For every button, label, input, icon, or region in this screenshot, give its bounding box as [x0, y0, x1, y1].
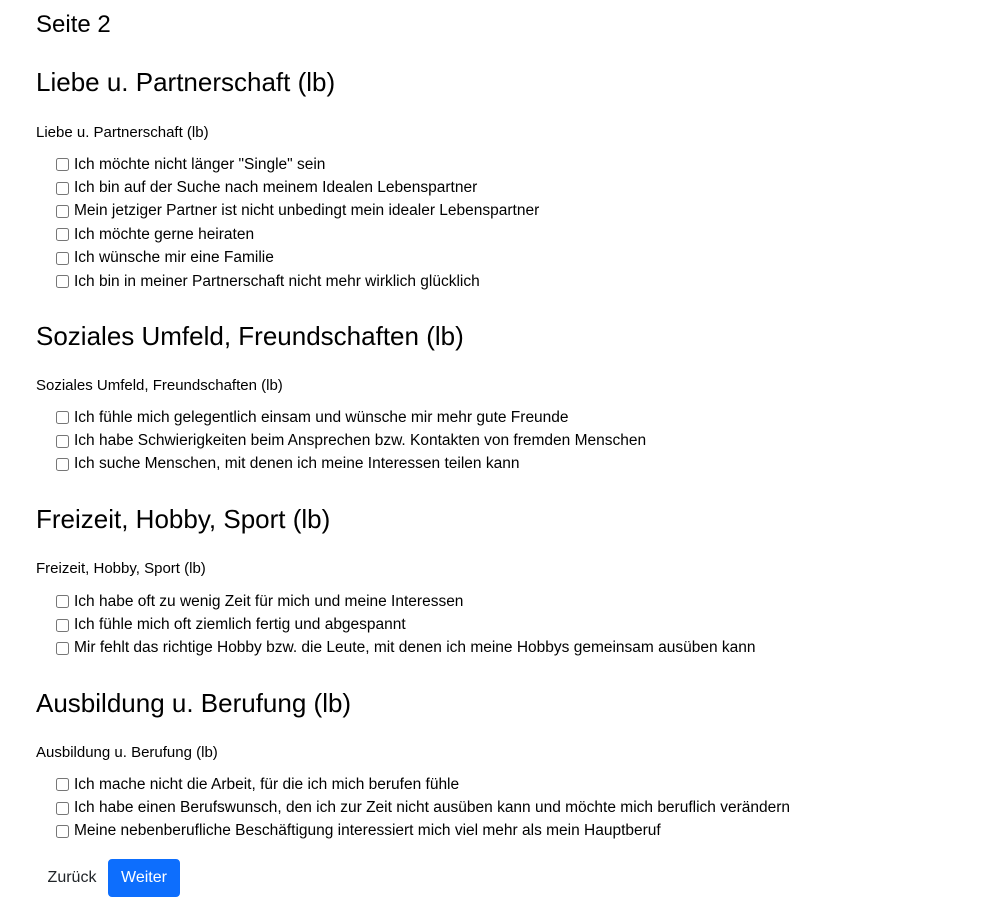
option-item[interactable]	[56, 429, 646, 452]
option-item[interactable]	[56, 247, 539, 270]
option-checkbox[interactable]	[56, 802, 69, 815]
option-item[interactable]	[56, 773, 790, 796]
question-label: Soziales Umfeld, Freundschaften (lb)	[36, 377, 283, 394]
option-list	[56, 773, 790, 843]
option-checkbox[interactable]	[56, 458, 69, 471]
back-button[interactable]: Zurück	[36, 859, 108, 897]
option-checkbox[interactable]	[56, 825, 69, 838]
section-soziales-umfeld	[36, 321, 976, 473]
option-label: Ich möchte gerne heiraten	[74, 225, 255, 243]
option-item[interactable]	[56, 406, 646, 429]
option-label: Ich habe oft zu wenig Zeit für mich und meine Interessen	[74, 592, 464, 610]
option-label: Ich bin auf der Suche nach meinem Idealen Lebenspartner	[74, 179, 478, 197]
option-label: Ich bin in meiner Partnerschaft nicht mehr wirklich glücklich	[74, 272, 480, 290]
option-checkbox[interactable]	[56, 228, 69, 241]
option-item[interactable]	[56, 453, 646, 476]
option-checkbox[interactable]	[56, 252, 69, 265]
option-checkbox[interactable]	[56, 158, 69, 171]
option-checkbox[interactable]	[56, 435, 69, 448]
option-label: Ich fühle mich gelegentlich einsam und wünsche mir mehr gute Freunde	[74, 408, 569, 426]
next-button[interactable]: Weiter	[108, 859, 180, 897]
option-label: Ich habe Schwierigkeiten beim Ansprechen bzw. Kontakten von fremden Menschen	[74, 432, 647, 450]
option-label: Ich mache nicht die Arbeit, für die ich mich berufen fühle	[74, 775, 460, 793]
option-checkbox[interactable]	[56, 205, 69, 218]
option-item[interactable]	[56, 796, 790, 819]
option-item[interactable]	[56, 153, 539, 176]
section-heading: Freizeit, Hobby, Sport (lb)	[36, 504, 331, 534]
section-liebe-partnerschaft	[36, 67, 976, 290]
option-item[interactable]	[56, 200, 539, 223]
section-heading: Liebe u. Partnerschaft (lb)	[36, 67, 336, 97]
option-label: Ich fühle mich oft ziemlich fertig und abgespannt	[74, 616, 406, 634]
option-label: Ich möchte nicht länger "Single" sein	[74, 155, 326, 173]
option-label: Mein jetziger Partner ist nicht unbedingt mein idealer Lebenspartner	[74, 202, 540, 220]
option-list	[56, 153, 539, 293]
question-label: Freizeit, Hobby, Sport (lb)	[36, 560, 206, 577]
option-item[interactable]	[56, 637, 756, 660]
option-item[interactable]	[56, 820, 790, 843]
option-item[interactable]	[56, 270, 539, 293]
section-ausbildung-berufung	[36, 688, 976, 840]
question-label: Ausbildung u. Berufung (lb)	[36, 744, 218, 761]
question-label: Liebe u. Partnerschaft (lb)	[36, 124, 209, 141]
option-checkbox[interactable]	[56, 595, 69, 608]
option-checkbox[interactable]	[56, 642, 69, 655]
option-label: Ich habe einen Berufswunsch, den ich zur Zeit nicht ausüben kann und möchte mich beruflich verändern	[74, 799, 791, 817]
section-freizeit-hobby-sport	[36, 504, 976, 657]
option-label: Mir fehlt das richtige Hobby bzw. die Leute, mit denen ich meine Hobbys gemeinsam ausüben kann	[74, 639, 756, 657]
section-heading: Soziales Umfeld, Freundschaften (lb)	[36, 321, 464, 351]
option-item[interactable]	[56, 176, 539, 199]
option-checkbox[interactable]	[56, 275, 69, 288]
option-item[interactable]	[56, 223, 539, 246]
option-checkbox[interactable]	[56, 778, 69, 791]
page-title: Seite 2	[36, 11, 111, 38]
option-label: Ich suche Menschen, mit denen ich meine Interessen teilen kann	[74, 455, 520, 473]
option-label: Meine nebenberufliche Beschäftigung interessiert mich viel mehr als mein Hauptberuf	[74, 822, 661, 840]
option-item[interactable]	[56, 613, 756, 636]
section-heading: Ausbildung u. Berufung (lb)	[36, 688, 352, 718]
option-list	[56, 590, 756, 660]
option-item[interactable]	[56, 590, 756, 613]
option-label: Ich wünsche mir eine Familie	[74, 249, 274, 267]
option-checkbox[interactable]	[56, 411, 69, 424]
option-checkbox[interactable]	[56, 182, 69, 195]
option-list	[56, 406, 646, 476]
option-checkbox[interactable]	[56, 619, 69, 632]
